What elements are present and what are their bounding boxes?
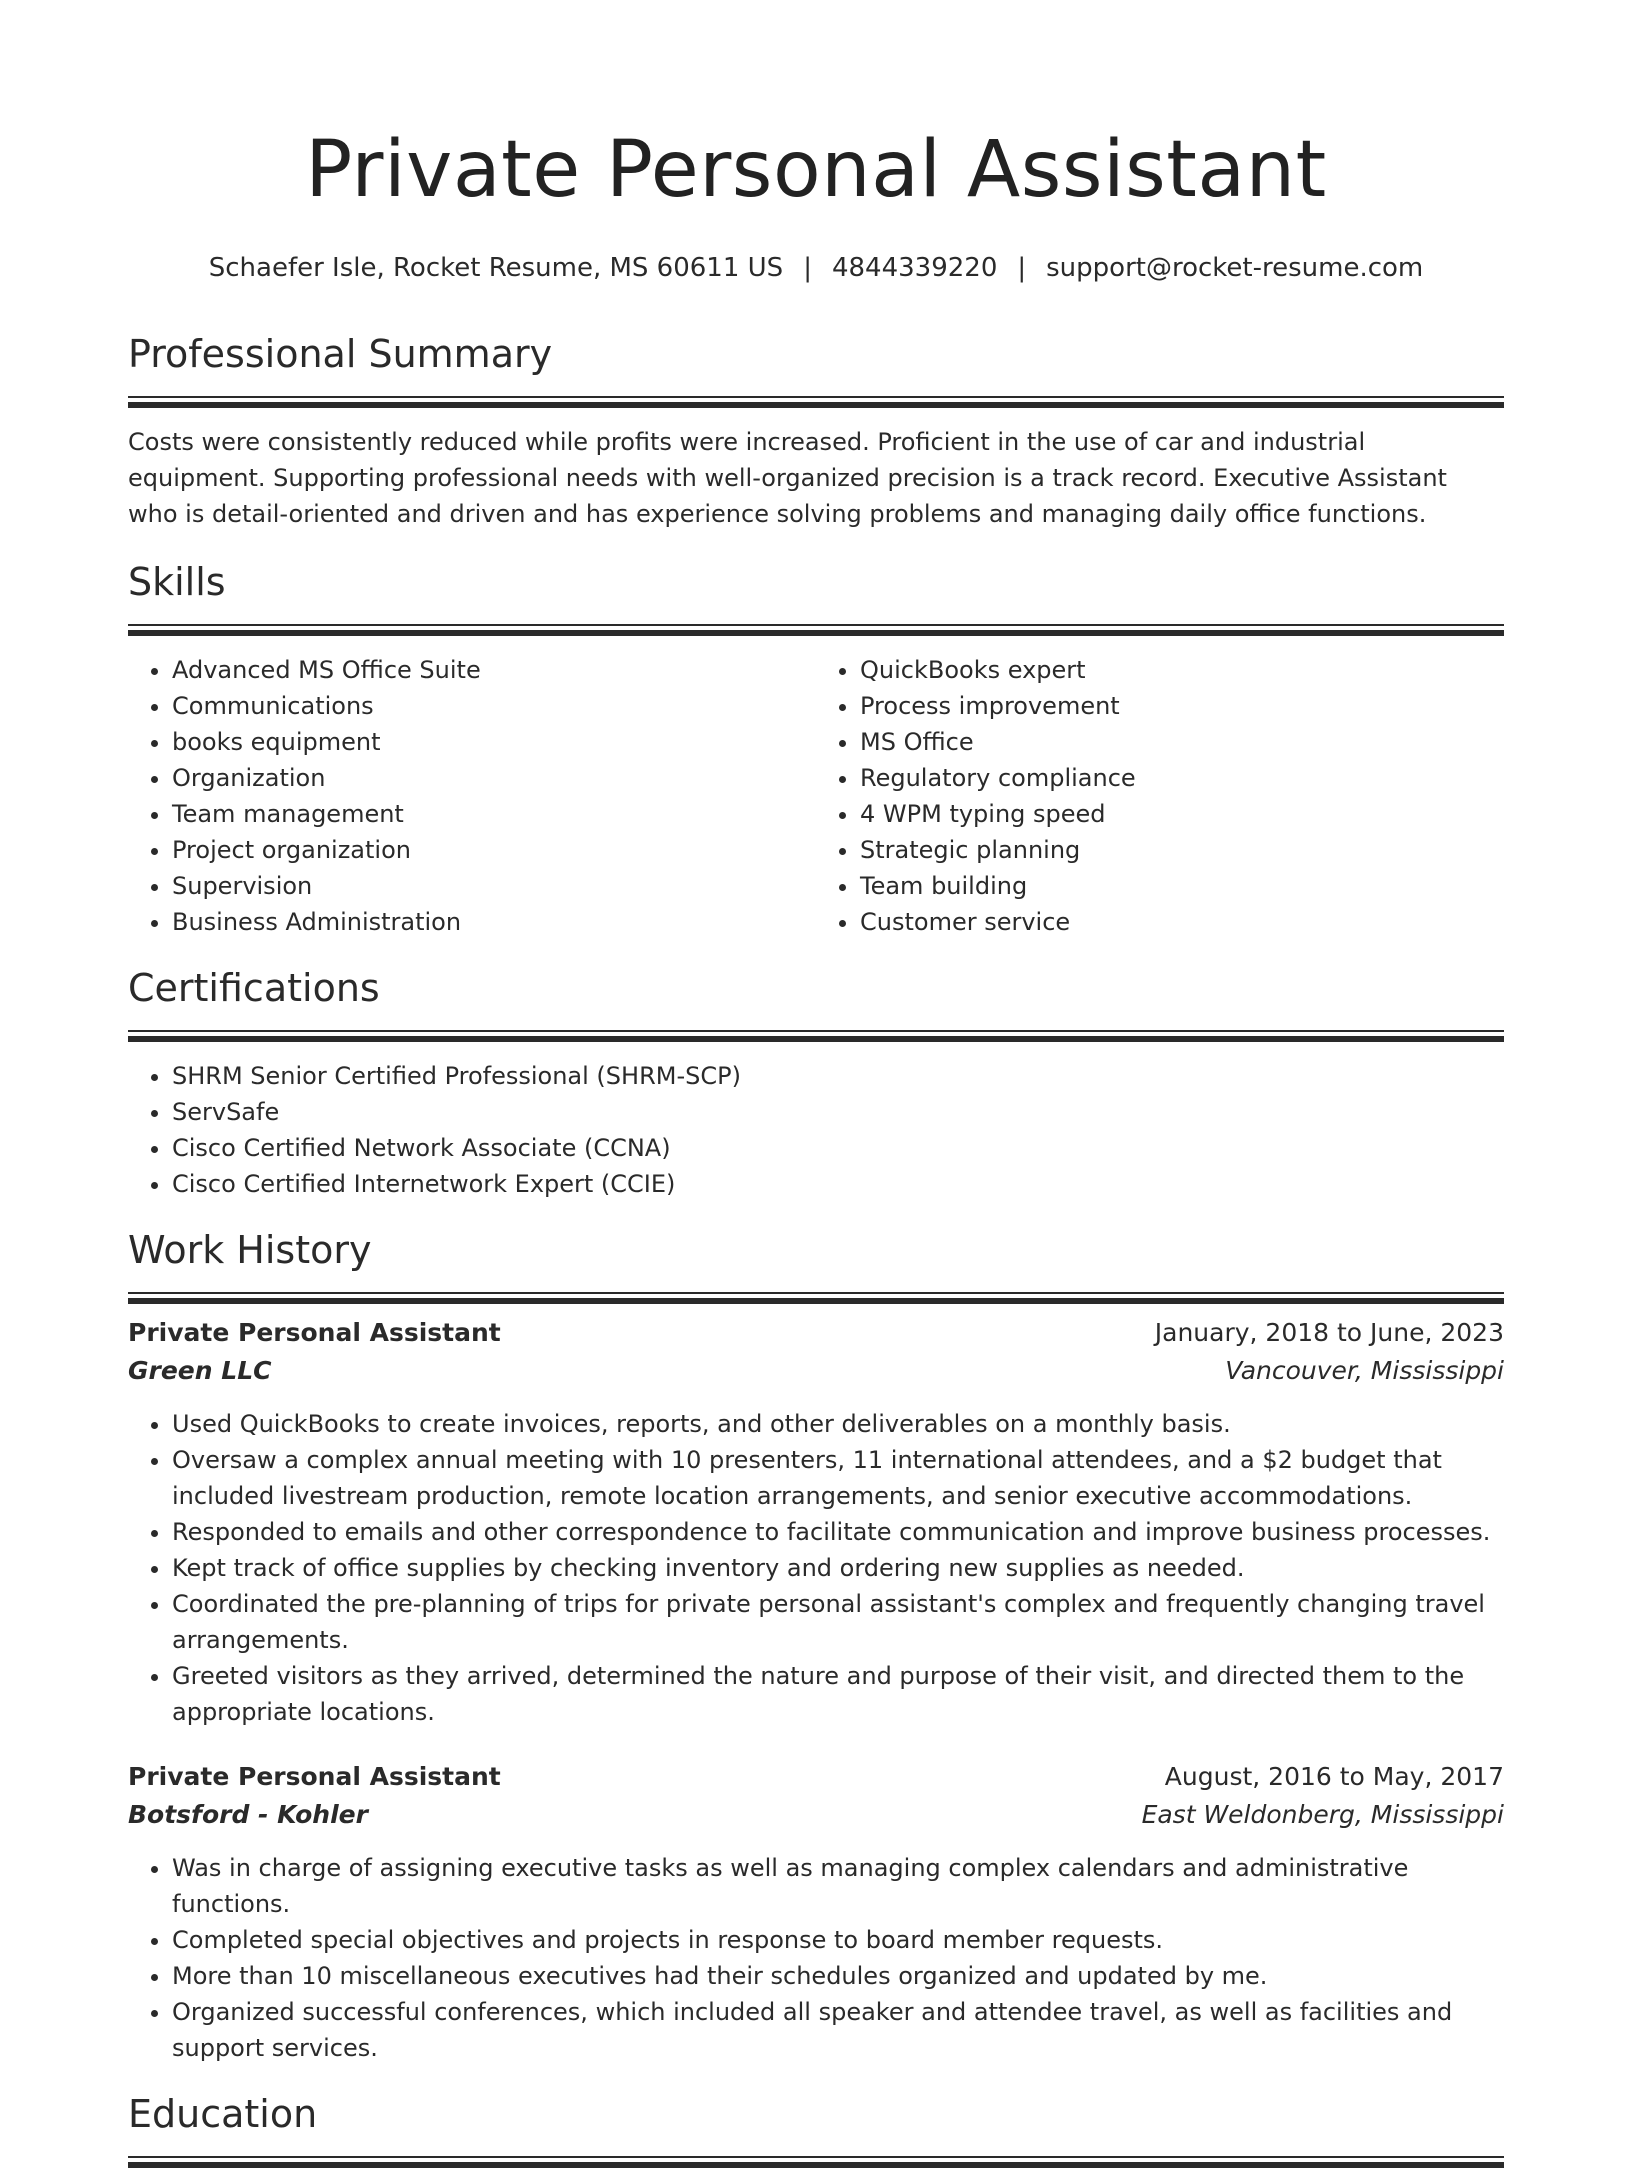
job-entry bbox=[128, 1314, 1504, 1730]
certification-item: • SHRM Senior Certified Professional (SHRM-SCP) bbox=[172, 1058, 1504, 1094]
skills-list-left bbox=[128, 652, 816, 940]
section-divider bbox=[128, 624, 1504, 626]
skill-item: • 4 WPM typing speed bbox=[860, 796, 1504, 832]
contact-phone: 4844339220 bbox=[831, 253, 998, 283]
skill-item: • Supervision bbox=[172, 868, 816, 904]
work-history-section bbox=[128, 1224, 1504, 2066]
skill-item: • Team management bbox=[172, 796, 816, 832]
skill-item: • Strategic planning bbox=[860, 832, 1504, 868]
contact-separator: | bbox=[803, 253, 812, 283]
job-bullet: • Used QuickBooks to create invoices, reports, and other deliverables on a monthly basis. bbox=[172, 1406, 1504, 1442]
job-bullet: • Coordinated the pre-planning of trips for private personal assistant's complex and frequently changing travel arrangements. bbox=[172, 1586, 1504, 1658]
summary-body bbox=[128, 424, 1504, 532]
section-title-summary: Professional Summary bbox=[128, 332, 553, 376]
skill-item: • Process improvement bbox=[860, 688, 1504, 724]
job-bullets bbox=[128, 1850, 1504, 2066]
certifications-section bbox=[128, 962, 1504, 1202]
section-title-skills: Skills bbox=[128, 560, 226, 604]
section-divider bbox=[128, 1292, 1504, 1294]
contact-line bbox=[128, 250, 1504, 286]
work-history-body bbox=[128, 1314, 1504, 2066]
skill-item: • Communications bbox=[172, 688, 816, 724]
job-company: Botsford - Kohler bbox=[128, 1800, 368, 1829]
skill-item: • Customer service bbox=[860, 904, 1504, 940]
job-title: Private Personal Assistant bbox=[128, 1318, 501, 1347]
job-header-row bbox=[128, 1314, 1504, 1352]
section-divider bbox=[128, 396, 1504, 398]
certification-item: • Cisco Certified Network Associate (CCNA) bbox=[172, 1130, 1504, 1166]
skill-item: • Team building bbox=[860, 868, 1504, 904]
job-company-row bbox=[128, 1796, 1504, 1834]
section-divider bbox=[128, 2156, 1504, 2158]
job-bullet: • Was in charge of assigning executive tasks as well as managing complex calendars and administrative functions. bbox=[172, 1850, 1504, 1922]
skills-section bbox=[128, 556, 1504, 940]
certifications-list bbox=[128, 1058, 1504, 1202]
contact-email: support@rocket-resume.com bbox=[1046, 253, 1424, 283]
resume-name: Private Personal Assistant bbox=[305, 125, 1327, 215]
job-bullets bbox=[128, 1406, 1504, 1730]
job-company: Green LLC bbox=[128, 1356, 272, 1385]
certifications-body bbox=[128, 1058, 1504, 1202]
section-divider bbox=[128, 1030, 1504, 1032]
skill-item: • Business Administration bbox=[172, 904, 816, 940]
job-bullet: • More than 10 miscellaneous executives had their schedules organized and updated by me. bbox=[172, 1958, 1504, 1994]
contact-separator: | bbox=[1017, 253, 1027, 283]
skill-item: • MS Office bbox=[860, 724, 1504, 760]
job-dates: January, 2018 to June, 2023 bbox=[1154, 1318, 1504, 1347]
skill-item: • Project organization bbox=[172, 832, 816, 868]
education-section bbox=[128, 2088, 1504, 2158]
section-title-work-history: Work History bbox=[128, 1228, 372, 1272]
job-bullet: • Completed special objectives and projects in response to board member requests. bbox=[172, 1922, 1504, 1958]
summary-section bbox=[128, 328, 1504, 532]
skill-item: • Advanced MS Office Suite bbox=[172, 652, 816, 688]
skill-item: • QuickBooks expert bbox=[860, 652, 1504, 688]
skill-item: • books equipment bbox=[172, 724, 816, 760]
job-bullet: • Kept track of office supplies by checking inventory and ordering new supplies as needed. bbox=[172, 1550, 1504, 1586]
skill-item: • Regulatory compliance bbox=[860, 760, 1504, 796]
skills-list-right bbox=[816, 652, 1504, 940]
job-dates: August, 2016 to May, 2017 bbox=[1164, 1762, 1504, 1791]
job-header-row bbox=[128, 1758, 1504, 1796]
job-entry bbox=[128, 1758, 1504, 2066]
job-location: East Weldonberg, Mississippi bbox=[1141, 1800, 1504, 1829]
summary-text: Costs were consistently reduced while profits were increased. Proficient in the use of car and industrial equipment. Supporting professional needs with well-organized precision is a track record. Executive Assistant who is detail-oriented and driven and has experience solving problems and managing daily office functions. bbox=[128, 428, 1447, 528]
job-bullet: • Oversaw a complex annual meeting with 10 presenters, 11 international attendees, and a $2 budget that included livestream production, remote location arrangements, and senior executive accommodations. bbox=[172, 1442, 1504, 1514]
job-bullet: • Greeted visitors as they arrived, determined the nature and purpose of their visit, and directed them to the appropriate locations. bbox=[172, 1658, 1504, 1730]
section-title-education: Education bbox=[128, 2092, 318, 2136]
job-bullet: • Responded to emails and other correspondence to facilitate communication and improve business processes. bbox=[172, 1514, 1504, 1550]
section-title-certifications: Certifications bbox=[128, 966, 380, 1010]
job-title: Private Personal Assistant bbox=[128, 1762, 501, 1791]
job-location: Vancouver, Mississippi bbox=[1225, 1356, 1504, 1385]
job-company-row bbox=[128, 1352, 1504, 1390]
contact-address: Schaefer Isle, Rocket Resume, MS 60611 US bbox=[208, 253, 784, 283]
skills-grid bbox=[128, 652, 1504, 940]
skill-item: • Organization bbox=[172, 760, 816, 796]
certification-item: • Cisco Certified Internetwork Expert (CCIE) bbox=[172, 1166, 1504, 1202]
certification-item: • ServSafe bbox=[172, 1094, 1504, 1130]
job-bullet: • Organized successful conferences, which included all speaker and attendee travel, as well as facilities and support services. bbox=[172, 1994, 1504, 2066]
